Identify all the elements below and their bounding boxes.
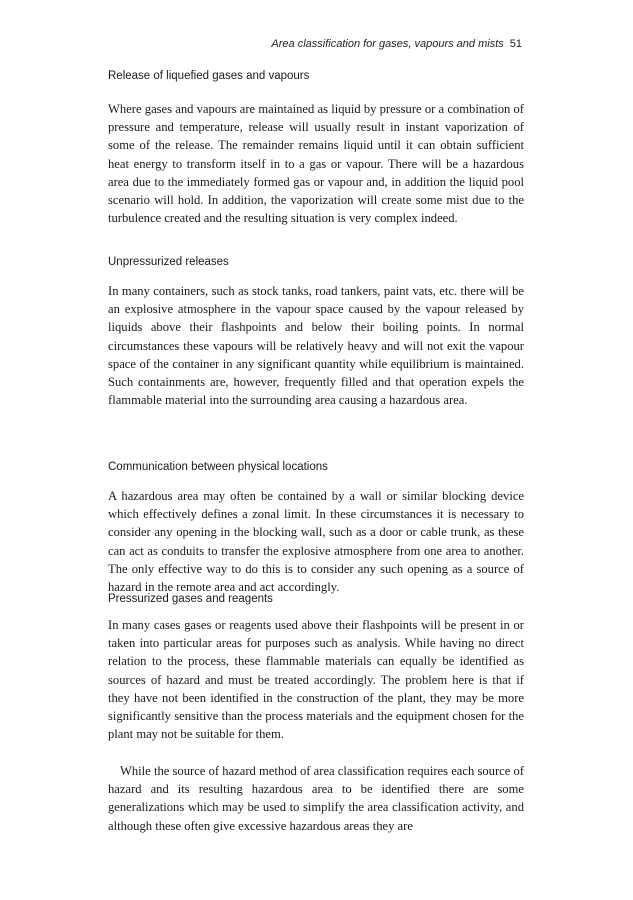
section-heading-communication-locations: Communication between physical locations (108, 461, 328, 473)
paragraph-pressurized-gases: In many cases gases or reagents used above their flashpoints will be present in or taken into particular areas for purposes such as analysis. While having no direct relation to the process, these flammable materials can equally be identified as sources of hazard and must be treated accordingly. The problem here is that if they have not been identified in the construction of the plant, they may be more significantly sensitive than the process materials and the equipment chosen for the plant may not be suitable for them. (108, 618, 524, 742)
section-heading-unpressurized-releases: Unpressurized releases (108, 256, 229, 268)
paragraph-communication-locations: A hazardous area may often be contained by a wall or similar blocking device which effectively defines a zonal limit. In these circumstances it is necessary to consider any opening in the blocking wall, such as a door or cable trunk, as these can act as conduits to transfer the explosive atmosphere from one area to another. The only effective way to do this is to consider any such opening as a source of hazard in the remote area and act accordingly. (108, 489, 524, 595)
paragraph-source-of-hazard-method: While the source of hazard method of area classification requires each source of hazard and its resulting hazardous area to be identified there are some generalizations which may be used to simplify the area classification activity, and although these often give excessive hazardous areas they are (108, 764, 524, 833)
section-heading-liquefied-gases: Release of liquefied gases and vapours (108, 70, 310, 82)
paragraph-unpressurized-releases: In many containers, such as stock tanks, road tankers, paint vats, etc. there will be an explosive atmosphere in the vapour space caused by the vapour released by liquids above their flashpoints and below their boiling points. In normal circumstances these vapours will be relatively heavy and will not exit the vapour space of the container in any significant quantity while equilibrium is maintained. Such containments are, however, frequently filled and that operation expels the flammable material into the surrounding area causing a hazardous area. (108, 284, 524, 408)
running-header (108, 38, 522, 50)
paragraph-liquefied-gases: Where gases and vapours are maintained as liquid by pressure or a combination of pressure and temperature, release will usually result in instant vaporization of some of the release. The remainder remains liquid until it can obtain sufficient heat energy to transform itself in to a gas or vapour. There will be a hazardous area due to the immediately formed gas or vapour and, in addition the liquid pool scenario will hold. In addition, the vaporization will create some mist due to the turbulence created and the resulting situation is very complex indeed. (108, 102, 524, 226)
section-heading-pressurized-gases: Pressurized gases and reagents (108, 593, 273, 605)
running-title: Area classification for gases, vapours and mists (271, 38, 504, 50)
page-number: 51 (509, 38, 522, 50)
